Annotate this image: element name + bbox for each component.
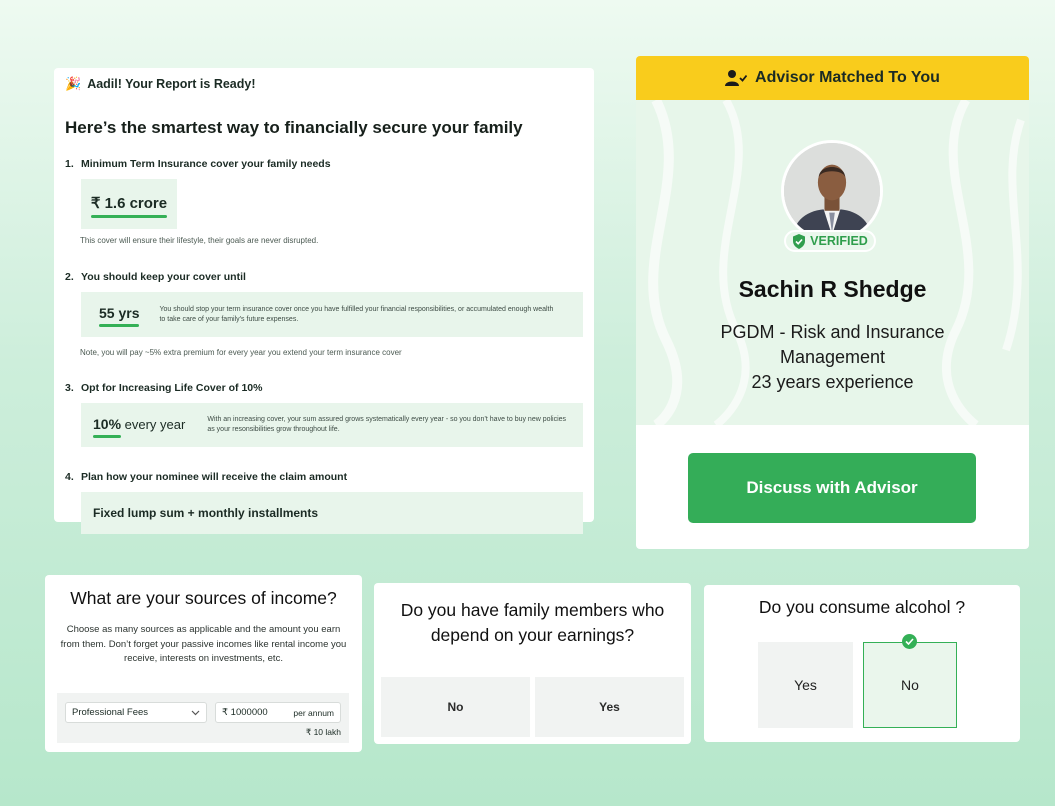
income-amount-value: ₹ 1000000 xyxy=(222,707,268,718)
family-option-yes[interactable]: Yes xyxy=(535,677,684,737)
section-heading: Plan how your nominee will receive the claim amount xyxy=(81,471,348,483)
section-number: 3. xyxy=(65,382,74,394)
section-number: 1. xyxy=(65,158,74,170)
increasing-cover-value: 10% xyxy=(93,416,121,435)
user-check-icon xyxy=(725,69,747,87)
income-source-select[interactable] xyxy=(65,702,207,723)
cover-note: This cover will ensure their lifestyle, their goals are never disrupted. xyxy=(80,236,319,245)
advisor-card xyxy=(636,56,1029,549)
advisor-name: Sachin R Shedge xyxy=(738,276,927,302)
income-amount-words: ₹ 10 lakh xyxy=(305,727,341,737)
shield-check-icon xyxy=(792,234,806,249)
section-3-title xyxy=(65,382,583,394)
advisor-qualification: PGDM - Risk and Insurance Management xyxy=(720,322,945,367)
family-option-no[interactable]: No xyxy=(381,677,530,737)
section-1-title xyxy=(65,158,583,170)
payout-plan: Fixed lump sum + monthly installments xyxy=(81,492,583,534)
chevron-down-icon xyxy=(191,710,200,716)
increasing-cover-value-wrap xyxy=(93,416,185,434)
income-source-value: Professional Fees xyxy=(72,707,149,718)
cover-until-box xyxy=(81,292,583,337)
discuss-with-advisor-button[interactable]: Discuss with Advisor xyxy=(688,453,976,523)
alcohol-card xyxy=(704,585,1020,742)
section-heading: Opt for Increasing Life Cover of 10% xyxy=(81,382,263,394)
report-header xyxy=(65,76,583,92)
alcohol-option-no[interactable]: No xyxy=(863,642,957,728)
increasing-cover-box xyxy=(81,403,583,447)
party-popper-icon: 🎉 xyxy=(65,76,82,91)
verified-label: VERIFIED xyxy=(810,234,868,248)
section-4-title xyxy=(65,471,583,483)
selected-check-icon xyxy=(902,634,917,649)
advisor-bar xyxy=(636,56,1029,100)
alcohol-option-yes[interactable]: Yes xyxy=(758,642,853,728)
report-title: Here’s the smartest way to financially secure your family xyxy=(65,118,523,137)
advisor-profile xyxy=(636,100,1029,425)
cover-amount: ₹ 1.6 crore xyxy=(91,194,167,215)
family-question: Do you have family members who depend on your earnings? xyxy=(400,600,665,645)
increasing-cover-suffix: every year xyxy=(121,417,186,432)
verified-badge xyxy=(784,230,876,252)
section-heading: You should keep your cover until xyxy=(81,271,246,283)
family-dependents-card xyxy=(374,583,691,744)
cover-amount-box xyxy=(81,179,177,229)
report-header-text: Aadil! Your Report is Ready! xyxy=(87,77,256,91)
income-question: What are your sources of income? xyxy=(70,588,337,608)
report-card xyxy=(54,68,594,522)
income-unit: per annum xyxy=(293,707,334,718)
advisor-experience: 23 years experience xyxy=(751,372,914,392)
income-amount-input[interactable] xyxy=(215,702,341,723)
section-2-title xyxy=(65,271,583,283)
advisor-avatar xyxy=(781,140,883,242)
section-number: 2. xyxy=(65,271,74,283)
section-number: 4. xyxy=(65,471,74,483)
increasing-cover-desc: With an increasing cover, your sum assured grows systematically every year - so you don’t have to buy new policies as your resonsibilities grow throughout life. xyxy=(207,416,567,433)
income-description: Choose as many sources as applicable and the amount you earn from them. Don’t forget your passive incomes like rental income you receive, interests on investments, etc. xyxy=(60,624,347,664)
income-entry-panel xyxy=(57,693,349,743)
advisor-bar-label: Advisor Matched To You xyxy=(755,69,940,86)
cover-until-value: 55 yrs xyxy=(99,305,139,324)
income-sources-card xyxy=(45,575,362,752)
section-heading: Minimum Term Insurance cover your family needs xyxy=(81,158,331,170)
advisor-credentials xyxy=(696,320,969,395)
alcohol-question: Do you consume alcohol ? xyxy=(758,597,966,617)
extra-premium-note: Note, you will pay ~5% extra premium for every year you extend your term insurance cover xyxy=(80,348,402,357)
cover-until-desc: You should stop your term insurance cover once you have fulfilled your financial responsibilities, or accumulated enough wealth to take care of your family’s future expenses. xyxy=(159,305,554,323)
advisor-photo xyxy=(784,143,880,239)
